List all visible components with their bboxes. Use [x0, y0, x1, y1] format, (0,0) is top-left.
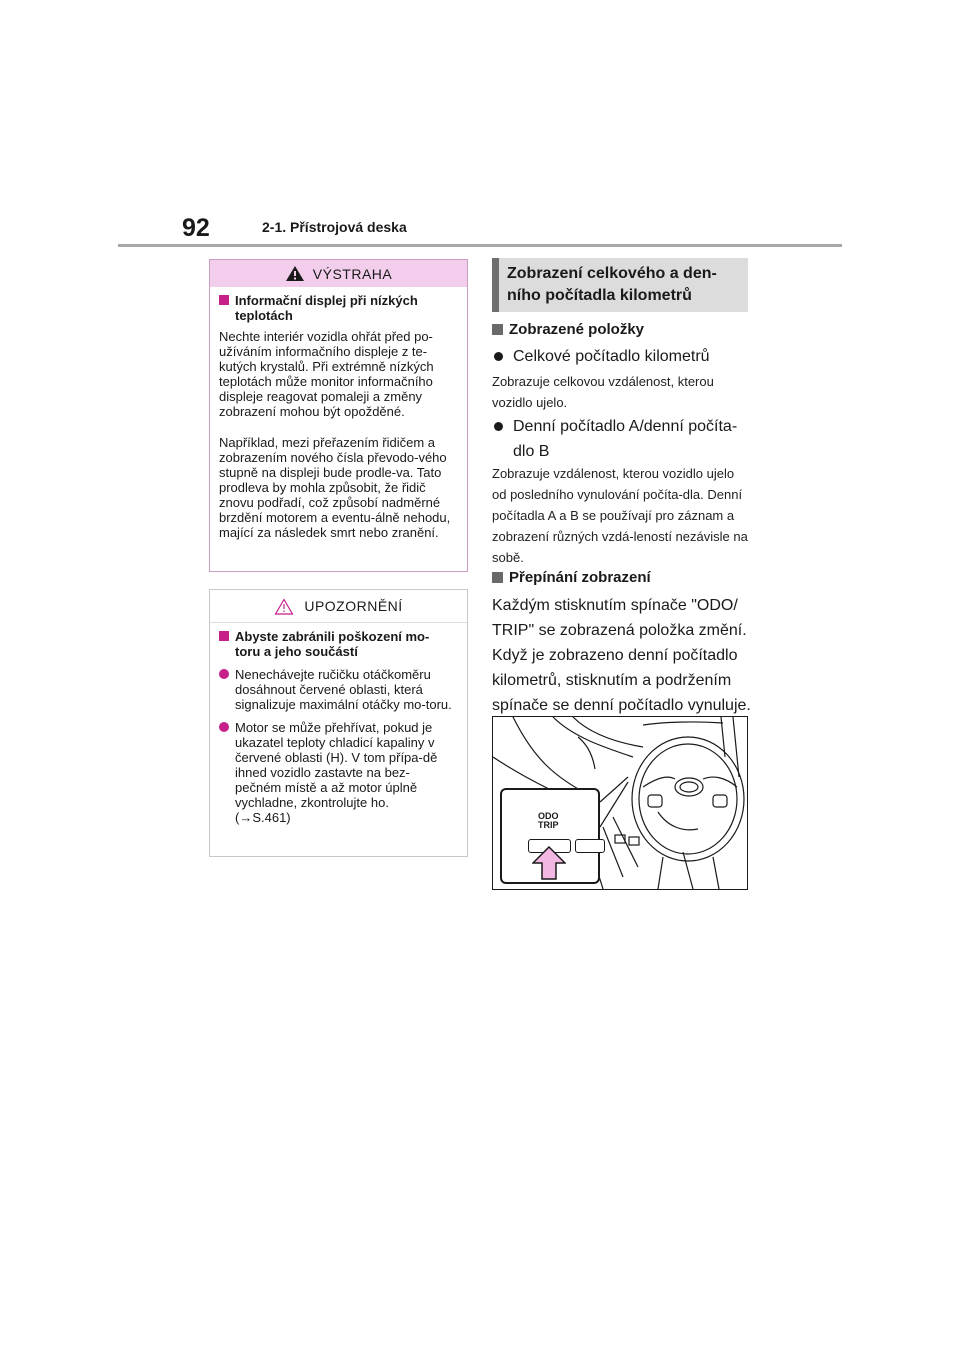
- caution-box: [209, 589, 468, 857]
- header-rule: [118, 244, 842, 247]
- subheading-text: Zobrazené položky: [509, 321, 645, 338]
- caution-bullet-2: [219, 720, 457, 825]
- odometer-description: Zobrazuje celkovou vzdálenost, kterou vozidlo ujelo.: [492, 374, 714, 410]
- warning-title: VÝSTRAHA: [312, 265, 393, 282]
- caution-bullet-1: [219, 667, 457, 712]
- page-reference: (→S.461): [235, 810, 291, 825]
- subheading-text: Přepínání zobrazení: [509, 569, 651, 586]
- section-title: 2-1. Přístrojová deska: [262, 219, 407, 235]
- warning-header: [210, 260, 467, 287]
- bullet-text: [513, 414, 737, 464]
- square-bullet-icon: [492, 324, 503, 335]
- bullet-trip-meter: [492, 414, 737, 464]
- subheading-switching: [492, 569, 651, 586]
- bullet-odometer: [492, 344, 710, 369]
- label-line-2: TRIP: [538, 820, 559, 830]
- label-line-1: ODO: [538, 811, 559, 821]
- round-bullet-icon: [219, 669, 229, 679]
- warning-item-heading-text: Informační displej při nízkých teplotách: [235, 293, 418, 323]
- bullet-line-2: dlo B: [513, 443, 550, 460]
- round-bullet-icon: [219, 722, 229, 732]
- warning-item-heading: [219, 293, 457, 323]
- caution-title: UPOZORNĚNÍ: [304, 598, 403, 614]
- square-bullet-icon: [492, 572, 503, 583]
- caution-bullet-2-wrap: [235, 720, 455, 825]
- caution-triangle-icon: [274, 598, 294, 615]
- caution-bullet-1-text: Nenechávejte ručičku otáčkoměru dosáhnout červené oblasti, která signalizuje maximální otáčky mo-toru.: [235, 667, 452, 712]
- round-bullet-icon: [494, 422, 503, 431]
- page-number: 92: [182, 214, 210, 242]
- round-bullet-icon: [494, 352, 503, 361]
- caution-bullet-2-text: Motor se může přehřívat, pokud je ukazatel teploty chladicí kapaliny v červené oblasti (H). V tom přípa-dě ihned vozidlo zastavte na bez-pečném místě a až motor úplně vychladne, zkontrolujte ho.: [235, 720, 438, 810]
- bullet-text: Celkové počítadlo kilometrů: [513, 348, 710, 365]
- dashboard-illustration: [492, 716, 748, 890]
- square-bullet-icon: [219, 295, 229, 305]
- press-arrow-icon: [532, 846, 566, 880]
- warning-box: [209, 259, 468, 572]
- caution-header: [210, 590, 467, 623]
- trip-meter-description: Zobrazuje vzdálenost, kterou vozidlo ujelo od posledního vynulování počíta-dla. Denní počítadla A a B se používají pro záznam a zobrazení různých vzdá-leností nezávisle na sobě.: [492, 466, 748, 565]
- switching-paragraph: Každým stisknutím spínače "ODO/ TRIP" se zobrazená položka změní. Když je zobrazeno denní počítadlo kilometrů, stisknutím a podržením spínače se denní počítadlo vynuluje.: [492, 597, 751, 714]
- warning-paragraph-2: Například, mezi přeřazením řidičem a zobrazením nového čísla převodo-vého stupně na displeji bude prodle-va. Tato prodleva by mohla způsobit, že řidič znovu podřadí, což způsobí nadměrné brzdění motorem a eventu-álně nehodu, mající za následek smrt nebo zranění.: [219, 435, 451, 540]
- square-bullet-icon: [219, 631, 229, 641]
- adjacent-button: [575, 839, 605, 853]
- bullet-line-1: Denní počítadlo A/denní počíta-: [513, 418, 738, 435]
- caution-item-heading: [219, 629, 457, 659]
- subheading-displayed-items: [492, 321, 644, 338]
- odo-trip-label: [538, 812, 559, 830]
- warning-paragraph-1: Nechte interiér vozidla ohřát před po-užíváním informačního displeje z te-kutých krystalů. Při extrémně nízkých teplotách může monitor informačního displeje reagovat pomaleji a změny zobrazení mohou být opožděné.: [219, 329, 434, 419]
- caution-item-heading-text: Abyste zabránili poškození mo-toru a jeho součástí: [235, 629, 430, 659]
- switch-inset: [500, 788, 600, 884]
- section-heading: Zobrazení celkového a den-ního počítadla kilometrů: [492, 258, 748, 312]
- warning-triangle-icon: [285, 265, 305, 282]
